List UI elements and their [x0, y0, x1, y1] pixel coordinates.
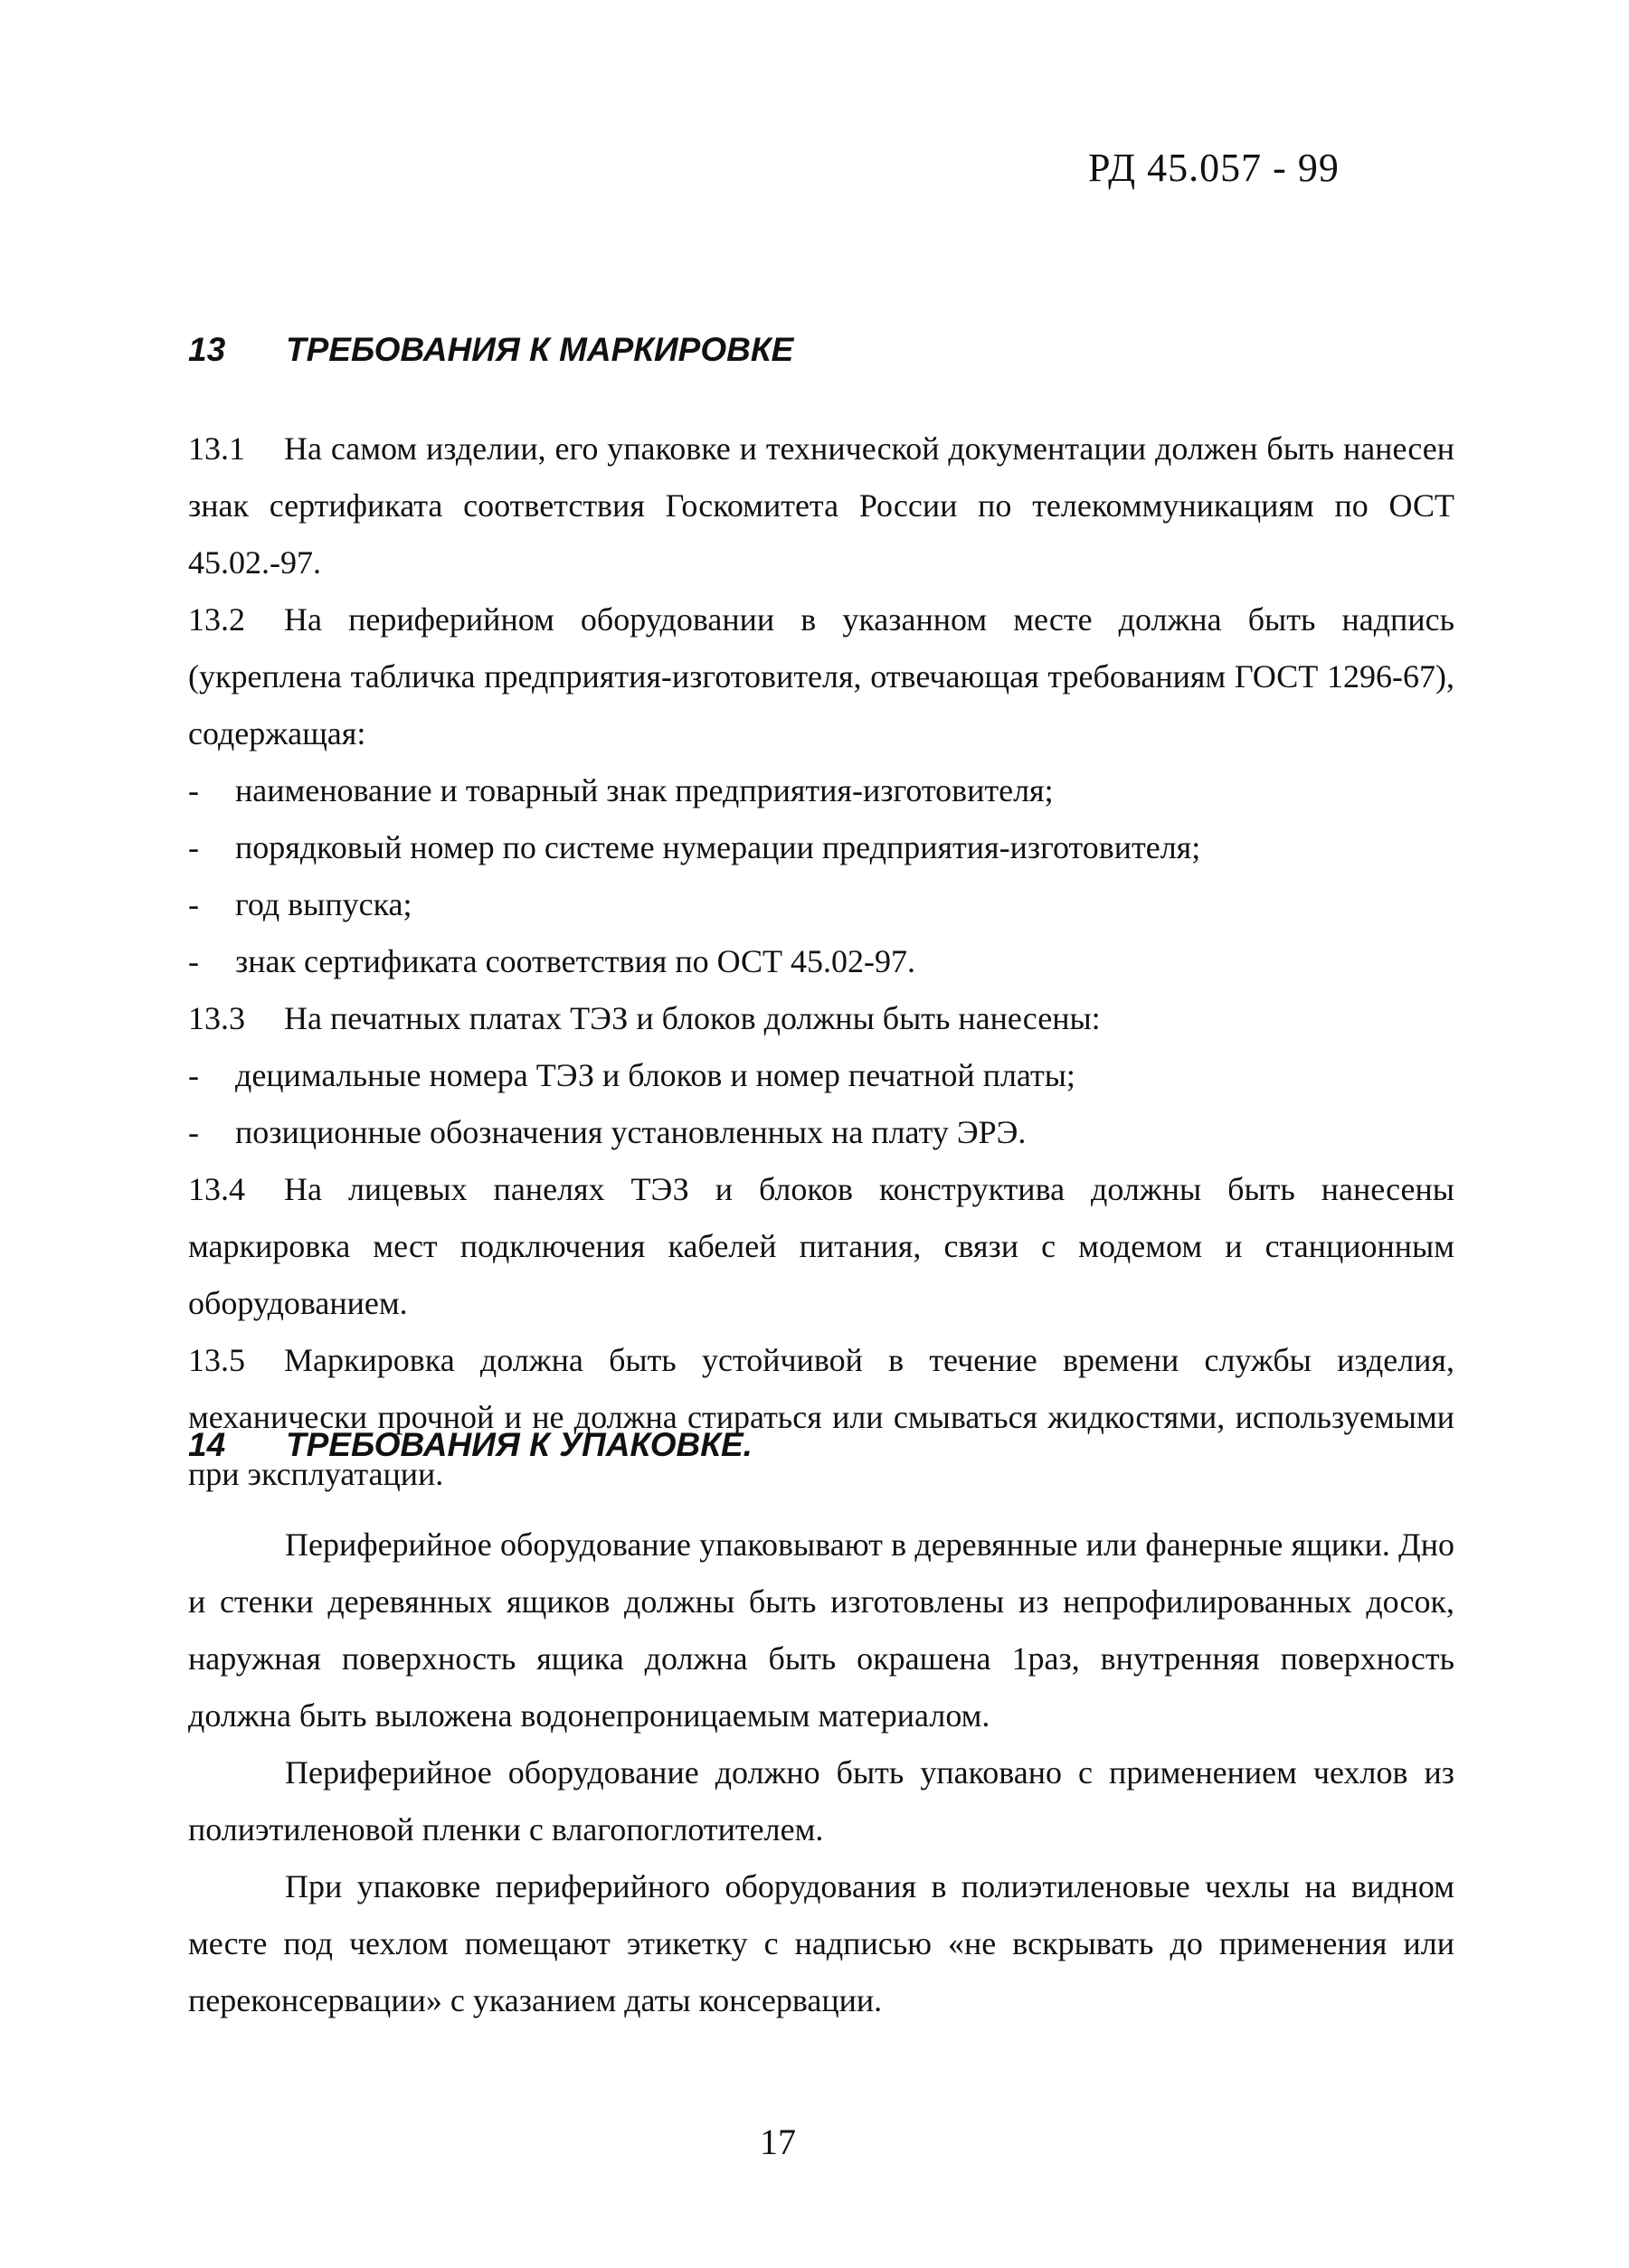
section-13-heading: [188, 331, 793, 369]
section-14-title: ТРЕБОВАНИЯ К УПАКОВКЕ.: [286, 1426, 753, 1463]
list-item: [188, 762, 1454, 819]
paragraph-13-4: [188, 1161, 1454, 1332]
list-item: [188, 1047, 1454, 1104]
list-item-text: позиционные обозначения установленных на плату ЭРЭ.: [235, 1114, 1027, 1150]
paragraph-13-2-text: На периферийном оборудовании в указанном месте должна быть надпись (укреплена табличка предприятия-изготовителя, отвечающая требованиям ГОСТ 1296-67), содержащая:: [188, 601, 1454, 751]
section-14-heading: [188, 1426, 753, 1464]
list-item-text: порядковый номер по системе нумерации предприятия-изготовителя;: [235, 829, 1201, 865]
list-dash: -: [188, 1057, 199, 1093]
paragraph-13-5: [188, 1332, 1454, 1503]
page-number: 17: [760, 2122, 796, 2162]
section-13-body: [188, 421, 1454, 1503]
paragraph-13-1-text: На самом изделии, его упаковке и технической документации должен быть нанесен знак сертификата соответствия Госкомитета России по телекоммуникациям по ОСТ 45.02.-97.: [188, 430, 1454, 581]
paragraph-13-3-number: 13.3: [188, 1000, 245, 1036]
list-dash: -: [188, 829, 199, 865]
list-item: [188, 876, 1454, 933]
list-item-text: наименование и товарный знак предприятия-изготовителя;: [235, 772, 1054, 808]
list-item: [188, 933, 1454, 990]
paragraph-13-4-text: На лицевых панелях ТЭЗ и блоков конструктива должны быть нанесены маркировка мест подключения кабелей питания, связи с модемом и станционным оборудованием.: [188, 1171, 1454, 1321]
paragraph-13-4-number: 13.4: [188, 1171, 245, 1207]
list-dash: -: [188, 943, 199, 979]
paragraph-14-2: Периферийное оборудование должно быть упаковано с применением чехлов из полиэтиленовой пленки с влагопоглотителем.: [188, 1754, 1454, 1847]
paragraph-13-1-number: 13.1: [188, 430, 245, 467]
paragraph-13-3-text: На печатных платах ТЭЗ и блоков должны быть нанесены:: [284, 1000, 1101, 1036]
list-item: [188, 1104, 1454, 1161]
list-item-text: год выпуска;: [235, 886, 412, 922]
section-14-body: [188, 1517, 1454, 2029]
list-dash: -: [188, 1114, 199, 1150]
paragraph-13-5-number: 13.5: [188, 1342, 245, 1378]
section-13-number: 13: [188, 331, 226, 368]
list-dash: -: [188, 886, 199, 922]
paragraph-14-3: При упаковке периферийного оборудования в полиэтиленовые чехлы на видном месте под чехлом помещают этикетку с надписью «не вскрывать до применения или переконсервации» с указанием даты консервации.: [188, 1868, 1454, 2018]
paragraph-13-5-text: Маркировка должна быть устойчивой в течение времени службы изделия, механически прочной и не должна стираться или смываться жидкостями, используемыми при эксплуатации.: [188, 1342, 1454, 1492]
paragraph-13-2-number: 13.2: [188, 601, 245, 638]
paragraph-13-3: [188, 990, 1454, 1047]
document-code: РД 45.057 - 99: [1088, 146, 1340, 190]
section-13-title: ТРЕБОВАНИЯ К МАРКИРОВКЕ: [286, 331, 794, 368]
list-dash: -: [188, 772, 199, 808]
list-item: [188, 819, 1454, 876]
list-item-text: знак сертификата соответствия по ОСТ 45.02-97.: [235, 943, 916, 979]
list-item-text: децимальные номера ТЭЗ и блоков и номер печатной платы;: [235, 1057, 1075, 1093]
paragraph-13-2: [188, 591, 1454, 762]
paragraph-13-1: [188, 421, 1454, 591]
section-14-number: 14: [188, 1426, 226, 1463]
paragraph-14-1: Периферийное оборудование упаковывают в деревянные или фанерные ящики. Дно и стенки деревянных ящиков должны быть изготовлены из непрофилированных досок, наружная поверхность ящика должна быть окрашена 1раз, внутренняя поверхность должна быть выложена водонепроницаемым материалом.: [188, 1526, 1454, 1734]
